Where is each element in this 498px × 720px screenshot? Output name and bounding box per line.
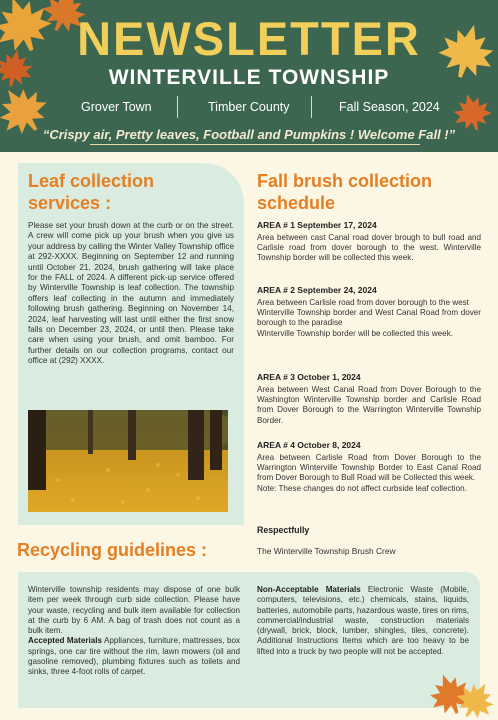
- recycling-title: Recycling guidelines :: [17, 540, 208, 560]
- maple-leaf-icon: [456, 680, 496, 720]
- divider: [311, 96, 312, 118]
- divider: [177, 96, 178, 118]
- brush-schedule-title: Fall brush collection schedule: [257, 171, 433, 213]
- closing-signature: The Winterville Township Brush Crew: [257, 546, 396, 556]
- tagline-underline: [90, 144, 420, 145]
- area-description: Area between cast Canal road dover brough to bull road and Carlisle road from dover borough to the west. Winterville Township border will be collected this week.: [257, 233, 481, 263]
- accepted-materials-label: Accepted Materials: [28, 636, 102, 646]
- area-heading: AREA # 4 October 8, 2024: [257, 440, 361, 450]
- recycling-intro: Winterville township residents may dispose of one bulk item per week through curb side collection. Please have your waste, recycling and bulk item available for collection at the curb by 6 AM. A bag of trash does not count as a bulk item.: [28, 585, 240, 636]
- area-block: [257, 372, 481, 426]
- area-description: Area between Carlisle Road from Dover Borough to the Warrington Winterville Township Border to East Canal Road from Dover Borough to Bull Road will be Collected this week. Note: These changes do not affect curbside leaf collection.: [257, 453, 481, 493]
- recycling-left-column: [28, 585, 240, 678]
- recycling-right-column: [257, 585, 469, 657]
- season-label: Fall Season, 2024: [339, 100, 440, 114]
- maple-leaf-icon: [452, 92, 492, 132]
- closing-respectfully: Respectfully: [257, 525, 310, 535]
- non-accepted-materials-text: Electronic Waste (Mobile, computers, televisions, etc.) chemicals, stains, liquids, batteries, automobile parts, hazardous waste, tires on rims, commercial/industrial waste, construction materials (drywall, brick, block, lumber, shingles, tiles, concrete). Additional Instructions Items which are too heavy to be lifted into a truck by two people will not be accepted.: [257, 585, 469, 656]
- township-name: WINTERVILLE TOWNSHIP: [108, 66, 390, 89]
- autumn-park-photo: [28, 410, 228, 512]
- leaf-collection-body: Please set your brush down at the curb or on the street. A crew will come pick up your brush when you give us your address by calling the Winter Valley Township office at 292-XXXX. Beginning on September 12 and running until October 21, 2024, brush gathering will take place for the FALL of 2024. A different pick-up service offered by Winterville Township is leaf collection. The township offers leaf collecting in the autumn and immediately following brush gathering. Beginning on November 14, 2024, leaf harvesting will last until either the first snow falls on December 23, 2024, or until then. Please take care when using your brush, and omit bamboo. For further details on our collection programs, contact our office at (292) XXXX.: [28, 221, 234, 366]
- tagline: “Crispy air, Pretty leaves, Football and Pumpkins ! Welcome Fall !”: [42, 127, 456, 142]
- area-description: Area between West Canal Road from Dover Borough to the Washington Winterville Township border and Carlisle Road from Dover Borough to the Warrington Winterville Township Border.: [257, 385, 481, 425]
- area-description: Area between Carlisle road from dover borough to the west Winterville Township border and West Canal Road from dover borough to the paradise Winterville Township border will be collected this week.: [257, 298, 481, 338]
- area-block: [257, 285, 481, 339]
- autumn-park-image: [28, 410, 228, 512]
- leaf-collection-title: Leaf collection services :: [28, 171, 155, 213]
- county-label: Timber County: [208, 100, 290, 114]
- area-heading: AREA # 1 September 17, 2024: [257, 220, 377, 230]
- area-block: [257, 220, 481, 264]
- area-heading: AREA # 3 October 1, 2024: [257, 372, 361, 382]
- town-label: Grover Town: [81, 100, 152, 114]
- non-accepted-materials-label: Non-Acceptable Materials: [257, 585, 361, 594]
- accepted-materials-text: Appliances, furniture, mattresses, box springs, one car tire without the rim, lawn mowers (oil and gasoline removed), plumbing fixtures such as toilets and sinks, three 4-foot rolls of carpet.: [28, 636, 240, 677]
- area-block: [257, 440, 481, 494]
- newsletter-title: NEWSLETTER: [77, 12, 421, 65]
- area-heading: AREA # 2 September 24, 2024: [257, 285, 377, 295]
- newsletter-header: [0, 0, 498, 152]
